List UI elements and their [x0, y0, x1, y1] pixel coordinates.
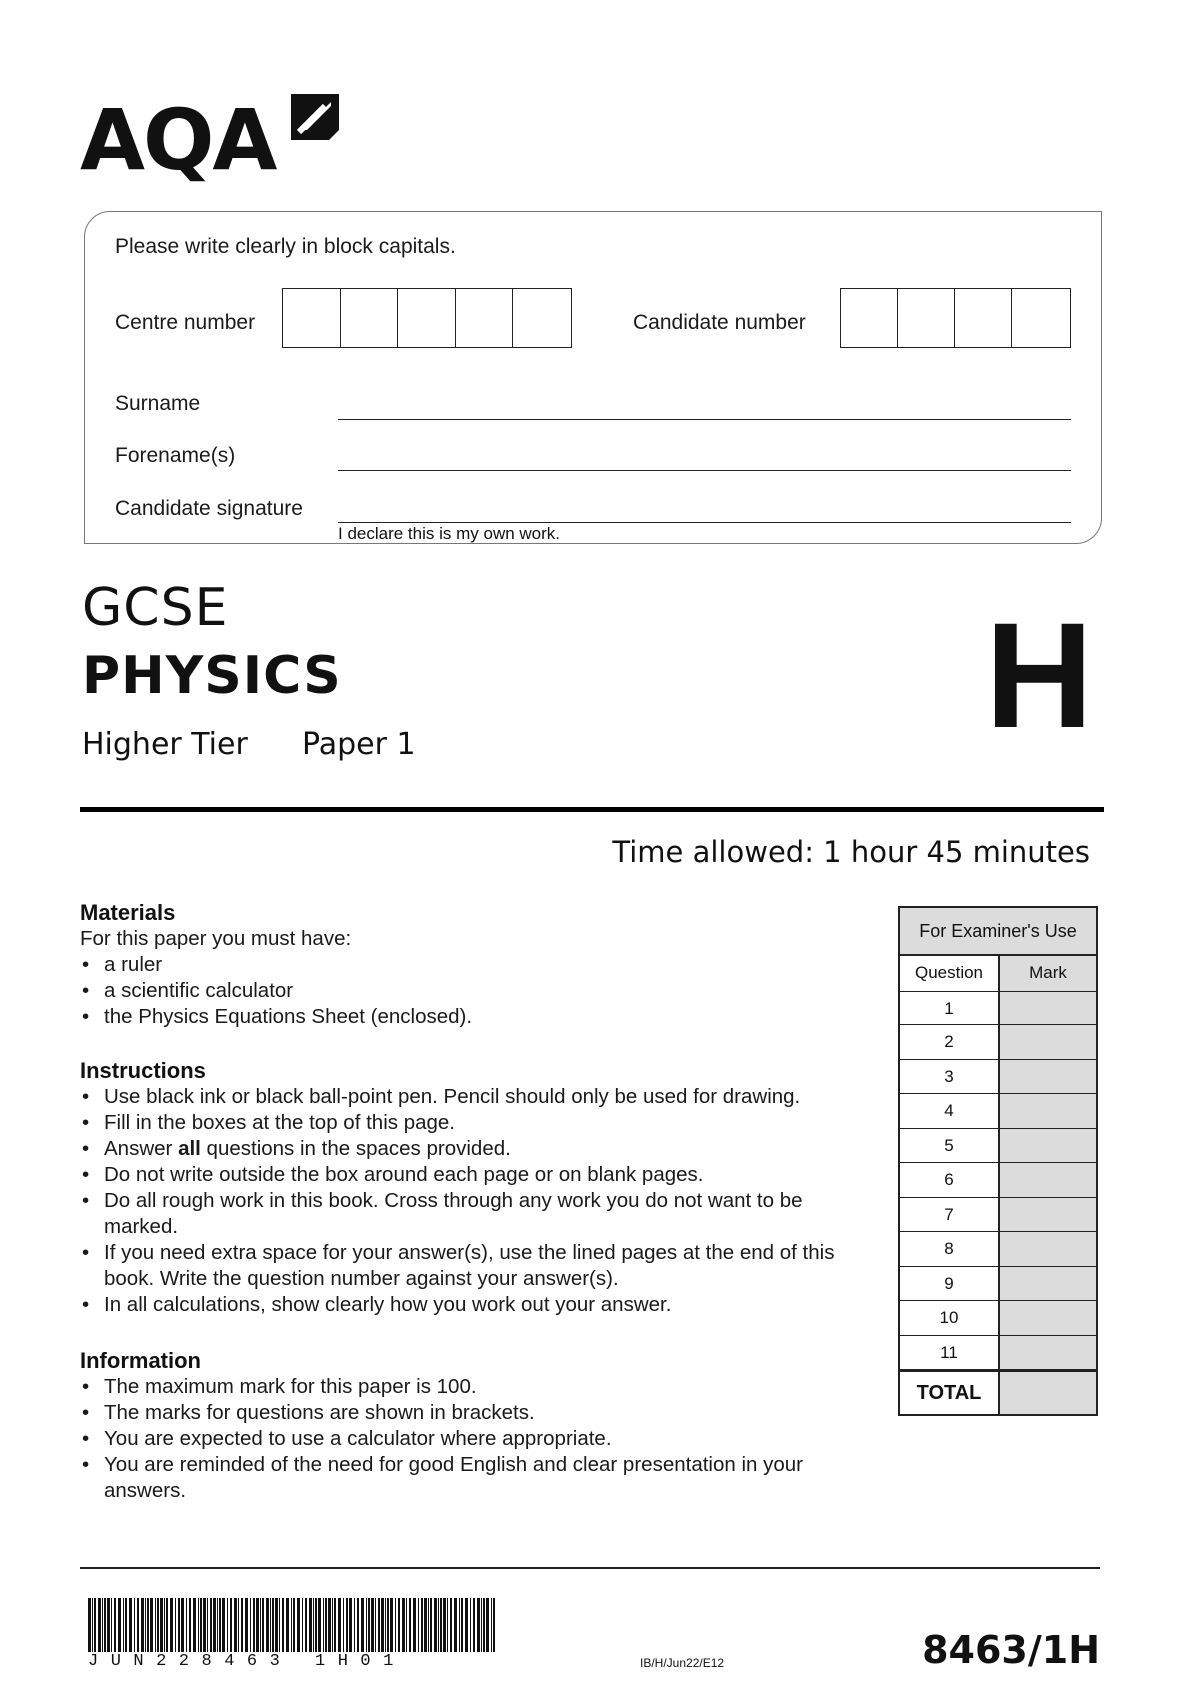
- mark-cell[interactable]: [1000, 1060, 1096, 1094]
- barcode-bar: [256, 1598, 259, 1652]
- barcode-bar: [170, 1598, 173, 1652]
- barcode-bar: [315, 1598, 317, 1652]
- barcode-bar: [157, 1598, 159, 1652]
- mark-cell[interactable]: [1000, 992, 1096, 1025]
- question-number: 9: [900, 1267, 1000, 1301]
- barcode-bar: [447, 1598, 448, 1652]
- barcode-bar: [470, 1598, 471, 1652]
- barcode-bar: [178, 1598, 180, 1652]
- signature-field[interactable]: [338, 522, 1071, 523]
- barcode-bar: [477, 1598, 480, 1652]
- barcode-bar: [483, 1598, 485, 1652]
- forename-label: Forename(s): [115, 444, 236, 467]
- question-number: 3: [900, 1060, 1000, 1094]
- list-item: • Fill in the boxes at the top of this page.: [80, 1110, 880, 1136]
- question-number: 8: [900, 1232, 1000, 1266]
- barcode-bar: [418, 1598, 419, 1652]
- question-column-header: Question: [900, 956, 1000, 991]
- barcode-bar: [286, 1598, 289, 1652]
- paper-label: Paper 1: [302, 727, 416, 762]
- table-row: [900, 1301, 1096, 1336]
- barcode-bar: [390, 1598, 393, 1652]
- barcode-bar: [318, 1598, 321, 1652]
- subject-title: PHYSICS: [82, 646, 342, 706]
- barcode-bar: [395, 1598, 396, 1652]
- answer-text-pre: Answer: [104, 1137, 179, 1160]
- barcode-bar: [334, 1598, 336, 1652]
- time-allowed: Time allowed: 1 hour 45 minutes: [612, 835, 1090, 869]
- surname-field[interactable]: [338, 419, 1071, 420]
- tier-letter: H: [985, 591, 1094, 759]
- barcode-bar: [114, 1598, 116, 1652]
- reference-code: IB/H/Jun22/E12: [640, 1656, 725, 1670]
- barcode-bar: [313, 1598, 314, 1652]
- barcode-bar: [381, 1598, 384, 1652]
- total-mark-cell: [1000, 1372, 1096, 1414]
- barcode-bar: [375, 1598, 376, 1652]
- barcode-bar: [297, 1598, 300, 1652]
- list-item: • You are reminded of the need for good English and clear presentation in your answers.: [80, 1452, 844, 1504]
- barcode-bar: [413, 1598, 416, 1652]
- list-item: • Do all rough work in this book. Cross through any work you do not want to be marked.: [80, 1188, 864, 1240]
- table-row: [900, 1094, 1096, 1129]
- barcode-bar: [293, 1598, 295, 1652]
- barcode-bar: [493, 1598, 495, 1652]
- barcode-bar: [155, 1598, 156, 1652]
- aqa-logo-mark-icon: [285, 90, 343, 148]
- materials-intro: For this paper you must have:: [80, 927, 352, 950]
- barcode-bar: [200, 1598, 202, 1652]
- barcode-bar: [262, 1598, 264, 1652]
- barcode-bar: [145, 1598, 146, 1652]
- question-number: 1: [900, 992, 1000, 1025]
- question-number: 6: [900, 1163, 1000, 1197]
- barcode-bar: [210, 1598, 212, 1652]
- barcode-text: JUN228463 1H01: [88, 1652, 406, 1671]
- mark-cell[interactable]: [1000, 1301, 1096, 1335]
- barcode-bar: [160, 1598, 163, 1652]
- barcode-bar: [346, 1598, 348, 1652]
- information-section: [80, 1348, 880, 1504]
- barcode-bar: [343, 1598, 344, 1652]
- barcode-bar: [238, 1598, 239, 1652]
- barcode-bar: [450, 1598, 452, 1652]
- barcode-bar: [272, 1598, 274, 1652]
- barcode-bar: [111, 1598, 112, 1652]
- tier-label: Higher Tier: [82, 727, 248, 762]
- barcode-bar: [92, 1598, 93, 1652]
- list-item: • The maximum mark for this paper is 100.: [80, 1374, 880, 1400]
- barcode-bar: [222, 1598, 225, 1652]
- barcode-bar: [141, 1598, 144, 1652]
- barcode-bar: [227, 1598, 228, 1652]
- list-item: • If you need extra space for your answer(s), use the lined pages at the end of this book. Write the question number against your answer(s).: [80, 1240, 884, 1292]
- barcode-bar: [385, 1598, 386, 1652]
- list-item: [80, 1136, 880, 1162]
- centre-number-boxes[interactable]: [282, 288, 572, 348]
- mark-cell[interactable]: [1000, 1198, 1096, 1232]
- question-number: 7: [900, 1198, 1000, 1232]
- barcode-bar: [203, 1598, 206, 1652]
- barcode-bar: [186, 1598, 187, 1652]
- barcode-bar: [88, 1598, 91, 1652]
- barcode-bar: [207, 1598, 208, 1652]
- signature-label: Candidate signature: [115, 497, 303, 520]
- barcode-bar: [378, 1598, 380, 1652]
- candidate-details-box: [84, 211, 1102, 544]
- centre-number-label: Centre number: [115, 311, 256, 334]
- barcode-bar: [234, 1598, 237, 1652]
- materials-list: [80, 952, 880, 1030]
- instructions-list: [80, 1084, 880, 1318]
- mark-cell[interactable]: [1000, 1163, 1096, 1197]
- barcode-bar: [409, 1598, 411, 1652]
- paper-code: 8463/1H: [922, 1628, 1100, 1672]
- barcode-bar: [104, 1598, 106, 1652]
- barcode-bar: [118, 1598, 121, 1652]
- barcode-bar: [387, 1598, 389, 1652]
- list-item: • Use black ink or black ball-point pen. Pencil should only be used for drawing.: [80, 1084, 880, 1110]
- barcode-bar: [147, 1598, 149, 1652]
- materials-heading: Materials: [80, 900, 176, 925]
- barcode-bar: [398, 1598, 400, 1652]
- barcode-bar: [434, 1598, 437, 1652]
- title-divider: [80, 807, 1104, 812]
- list-item: • Do not write outside the box around each page or on blank pages.: [80, 1162, 880, 1188]
- barcode-bar: [473, 1598, 475, 1652]
- barcode-bar: [164, 1598, 165, 1652]
- aqa-logo: [80, 90, 350, 190]
- barcode-bar: [219, 1598, 221, 1652]
- barcode-bar: [230, 1598, 232, 1652]
- table-row: [900, 1060, 1096, 1095]
- list-item: • In all calculations, show clearly how you work out your answer.: [80, 1292, 880, 1318]
- barcode-bar: [465, 1598, 468, 1652]
- barcode-bar: [481, 1598, 482, 1652]
- barcode-bar: [217, 1598, 218, 1652]
- barcode-bar: [349, 1598, 352, 1652]
- table-row: [900, 1232, 1096, 1267]
- forename-field[interactable]: [338, 470, 1071, 471]
- question-number: 2: [900, 1025, 1000, 1059]
- barcode-bar: [94, 1598, 96, 1652]
- barcode-bar: [266, 1598, 269, 1652]
- barcode-bar: [181, 1598, 184, 1652]
- examiner-use-table: [898, 906, 1098, 1416]
- barcode-bar: [440, 1598, 442, 1652]
- table-row: [900, 1336, 1096, 1371]
- mark-cell[interactable]: [1000, 1129, 1096, 1163]
- barcode-bar: [260, 1598, 261, 1652]
- mark-cell[interactable]: [1000, 1267, 1096, 1301]
- barcode-bar: [123, 1598, 124, 1652]
- candidate-number-boxes[interactable]: [840, 288, 1071, 348]
- barcode-bar: [443, 1598, 446, 1652]
- list-item: • a scientific calculator: [80, 978, 880, 1004]
- total-label: TOTAL: [900, 1372, 1000, 1414]
- table-row: [900, 1025, 1096, 1060]
- barcode-bar: [282, 1598, 284, 1652]
- barcode-bar: [275, 1598, 278, 1652]
- barcode-bar: [309, 1598, 312, 1652]
- barcode-bar: [302, 1598, 303, 1652]
- instructions-heading: Instructions: [80, 1058, 206, 1083]
- barcode-bar: [402, 1598, 405, 1652]
- table-row: [900, 1129, 1096, 1164]
- table-row: [900, 991, 1096, 1026]
- list-item: • The marks for questions are shown in brackets.: [80, 1400, 880, 1426]
- barcode-bar: [102, 1598, 103, 1652]
- barcode-bar: [428, 1598, 429, 1652]
- qualification-level: GCSE: [82, 578, 229, 638]
- barcode-bar: [137, 1598, 139, 1652]
- barcode-bar: [357, 1598, 359, 1652]
- barcode-bar: [107, 1598, 110, 1652]
- block-capitals-instruction: Please write clearly in block capitals.: [115, 235, 456, 258]
- barcode-bar: [361, 1598, 364, 1652]
- barcode-bar: [241, 1598, 243, 1652]
- barcode-bar: [328, 1598, 331, 1652]
- table-row: [900, 1163, 1096, 1198]
- barcode-bar: [270, 1598, 271, 1652]
- mark-cell[interactable]: [1000, 1094, 1096, 1128]
- instructions-section: [80, 1058, 880, 1318]
- barcode-bar: [198, 1598, 199, 1652]
- table-row: [900, 1267, 1096, 1302]
- barcode-bar: [371, 1598, 374, 1652]
- barcode-bar: [424, 1598, 427, 1652]
- barcode-bar: [325, 1598, 327, 1652]
- question-number: 10: [900, 1301, 1000, 1335]
- answer-text-post: questions in the spaces provided.: [200, 1137, 511, 1160]
- barcode-bar: [459, 1598, 460, 1652]
- question-number: 11: [900, 1336, 1000, 1370]
- barcode-bar: [421, 1598, 423, 1652]
- question-number: 5: [900, 1129, 1000, 1163]
- barcode-bar: [175, 1598, 176, 1652]
- surname-label: Surname: [115, 392, 201, 415]
- barcode-bar: [129, 1598, 132, 1652]
- barcode-bar: [125, 1598, 127, 1652]
- examiner-table-heading: For Examiner's Use: [900, 908, 1096, 956]
- mark-cell[interactable]: [1000, 1336, 1096, 1370]
- list-item: • You are expected to use a calculator where appropriate.: [80, 1426, 880, 1452]
- mark-column-header: Mark: [1000, 956, 1096, 991]
- answer-text-bold: all: [178, 1137, 201, 1160]
- barcode-bar: [253, 1598, 255, 1652]
- materials-section: [80, 900, 880, 1030]
- barcode-bar: [213, 1598, 216, 1652]
- barcode-bar: [491, 1598, 492, 1652]
- barcode-bar: [438, 1598, 439, 1652]
- barcode-bar: [250, 1598, 251, 1652]
- barcode-bar: [134, 1598, 135, 1652]
- barcode-bar: [454, 1598, 457, 1652]
- barcode-bar: [98, 1598, 101, 1652]
- barcode: [88, 1598, 498, 1652]
- barcode-bar: [193, 1598, 196, 1652]
- barcode-bar: [279, 1598, 280, 1652]
- barcode-bar: [406, 1598, 407, 1652]
- barcode-bar: [461, 1598, 463, 1652]
- mark-cell[interactable]: [1000, 1025, 1096, 1059]
- list-item: • the Physics Equations Sheet (enclosed).: [80, 1004, 880, 1030]
- barcode-bar: [486, 1598, 489, 1652]
- information-list: [80, 1374, 880, 1504]
- barcode-bar: [332, 1598, 333, 1652]
- barcode-bar: [291, 1598, 292, 1652]
- barcode-bar: [323, 1598, 324, 1652]
- footer-divider: [80, 1567, 1100, 1569]
- logo-text: AQA: [80, 91, 276, 189]
- question-number: 4: [900, 1094, 1000, 1128]
- information-heading: Information: [80, 1348, 201, 1373]
- barcode-bar: [189, 1598, 191, 1652]
- list-item: • a ruler: [80, 952, 880, 978]
- barcode-bar: [338, 1598, 341, 1652]
- candidate-number-label: Candidate number: [633, 311, 806, 334]
- barcode-bar: [368, 1598, 370, 1652]
- barcode-bar: [245, 1598, 248, 1652]
- declaration-text: I declare this is my own work.: [338, 524, 561, 543]
- barcode-bar: [366, 1598, 367, 1652]
- table-row: [900, 1198, 1096, 1233]
- barcode-bar: [430, 1598, 432, 1652]
- mark-cell[interactable]: [1000, 1232, 1096, 1266]
- barcode-bar: [354, 1598, 355, 1652]
- barcode-bar: [305, 1598, 307, 1652]
- barcode-bar: [150, 1598, 153, 1652]
- barcode-bar: [166, 1598, 168, 1652]
